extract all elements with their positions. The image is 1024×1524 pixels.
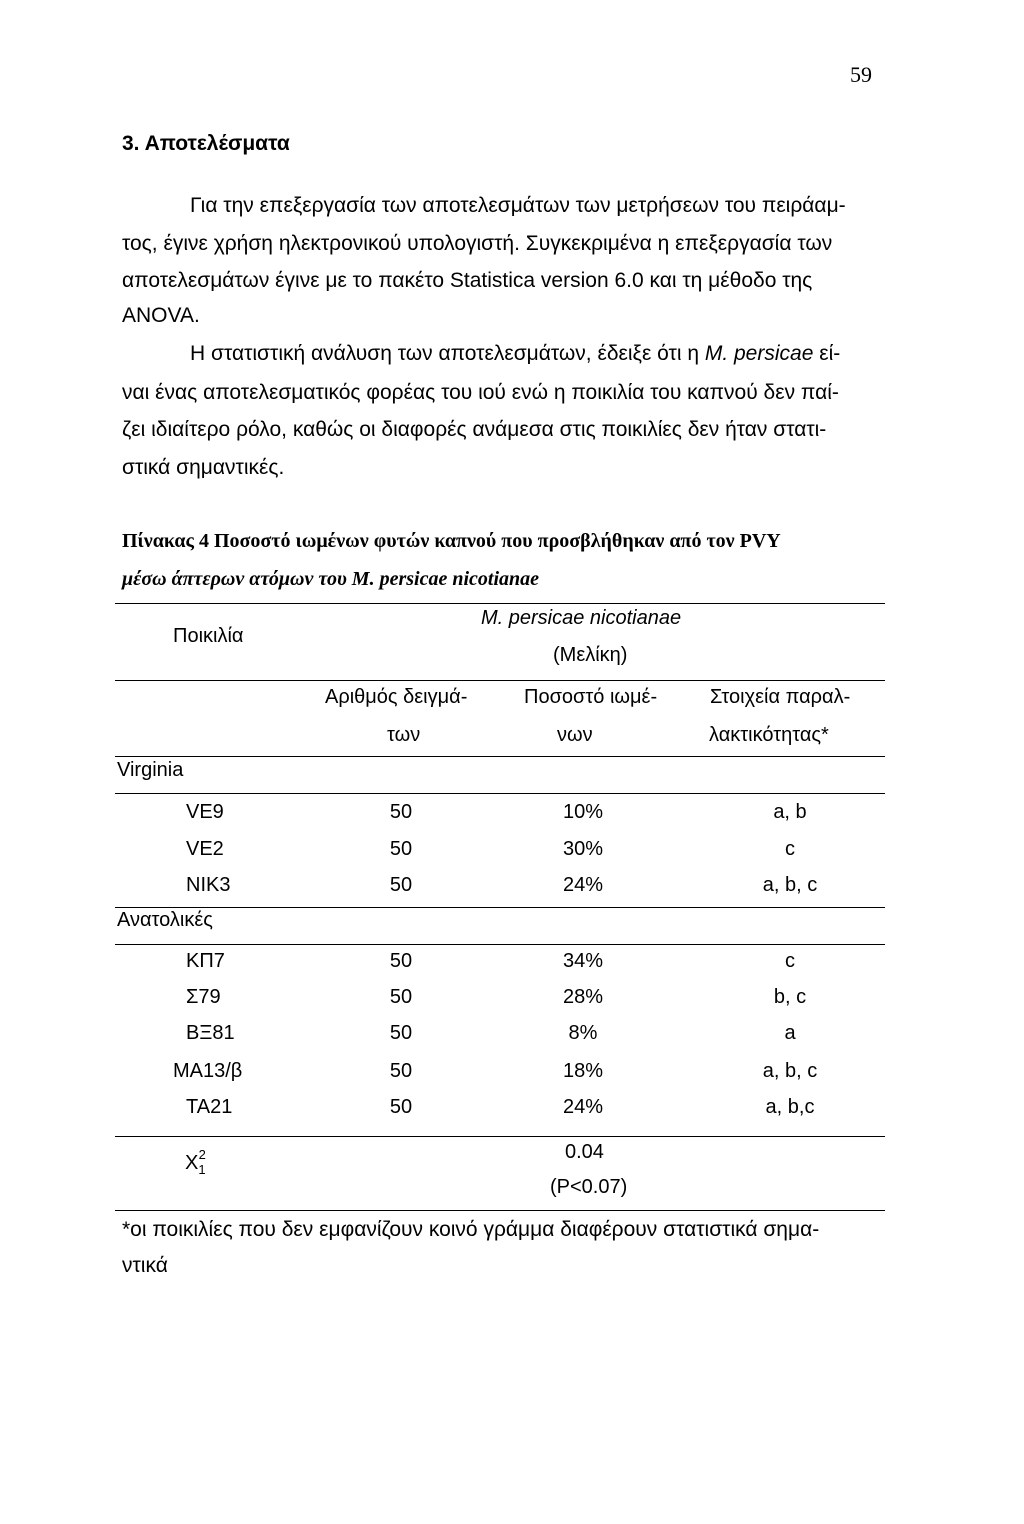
header-species: M. persicae nicotianae	[481, 607, 682, 629]
row-samples: 50	[389, 950, 413, 972]
row-variety: ΒΞ81	[186, 1022, 235, 1044]
row-letters: c	[785, 838, 795, 860]
row-samples: 50	[389, 874, 413, 896]
chi-square-value: 0.04	[565, 1141, 604, 1163]
header-significance-2: λακτικότητας*	[709, 724, 829, 746]
table-bottom-rule	[115, 1210, 885, 1211]
row-percent: 34%	[562, 950, 604, 972]
row-samples: 50	[389, 986, 413, 1008]
table-rule	[115, 944, 885, 945]
page-number: 59	[850, 62, 872, 87]
row-letters: a, b, c	[762, 874, 818, 896]
paragraph1-line1: Για την επεξεργασία των αποτελεσμάτων των μετρήσεων του πειράαμ-	[190, 194, 846, 217]
row-variety: ΜΑ13/β	[173, 1060, 243, 1082]
table-caption-species: M. persicae nicotianae	[351, 568, 540, 590]
group-label: Virginia	[117, 759, 184, 781]
table-header-rule	[115, 680, 885, 681]
row-percent: 24%	[562, 874, 604, 896]
row-percent: 30%	[562, 838, 604, 860]
row-percent: 8%	[568, 1022, 598, 1044]
row-letters: c	[785, 950, 795, 972]
header-percent-2: νων	[557, 724, 593, 746]
row-samples: 50	[389, 1060, 413, 1082]
header-samples-1: Αριθμός δειγμά-	[325, 686, 468, 708]
paragraph1-line2: τος, έγινε χρήση ηλεκτρονικού υπολογιστή. Συγκεκριμένα η επεξεργασία των	[122, 232, 833, 255]
row-letters: a, b,c	[765, 1096, 815, 1118]
row-variety: NIK3	[186, 874, 231, 896]
chi-square-label	[185, 1147, 206, 1177]
footnote-line1: *οι ποικιλίες που δεν εμφανίζουν κοινό γράμμα διαφέρουν στατιστικά σημα-	[122, 1218, 820, 1241]
header-percent-1: Ποσοστό ιωμέ-	[524, 686, 658, 708]
header-common-name: (Μελίκη)	[553, 644, 628, 666]
table-caption-line2	[122, 568, 539, 591]
paragraph2-line2: ναι ένας αποτελεσματικός φορέας του ιού ενώ η ποικιλία του καπνού δεν παί-	[122, 381, 839, 404]
table-rule	[115, 793, 885, 794]
table-top-rule	[115, 603, 885, 604]
table-rule	[115, 756, 885, 757]
row-percent: 28%	[562, 986, 604, 1008]
paragraph2-line1	[190, 342, 840, 366]
chi-square-p: (P<0.07)	[550, 1176, 628, 1198]
table-rule	[115, 1136, 885, 1137]
header-significance-1: Στοιχεία παραλ-	[710, 686, 851, 708]
row-samples: 50	[389, 1096, 413, 1118]
paragraph1-line4: ANOVA.	[122, 304, 200, 327]
table-caption-line1: Πίνακας 4 Ποσοστό ιωμένων φυτών καπνού που προσβλήθηκαν από τον PVY	[122, 530, 781, 552]
row-percent: 18%	[562, 1060, 604, 1082]
row-samples: 50	[389, 801, 413, 823]
header-variety: Ποικιλία	[173, 625, 244, 647]
row-variety: VE9	[186, 801, 224, 823]
row-variety: ΤΑ21	[186, 1096, 233, 1118]
row-variety: Σ79	[186, 986, 221, 1008]
paragraph2-line1-suffix: εί-	[819, 342, 841, 365]
section-heading: 3. Αποτελέσματα	[122, 132, 290, 155]
row-percent: 10%	[562, 801, 604, 823]
species-name: M. persicae	[704, 342, 814, 365]
paragraph2-line3: ζει ιδιαίτερο ρόλο, καθώς οι διαφορές ανάμεσα στις ποικιλίες δεν ήταν στατι-	[122, 418, 827, 441]
paragraph2-line4: στικά σημαντικές.	[122, 456, 285, 479]
header-samples-2: των	[387, 724, 421, 746]
row-letters: b, c	[773, 986, 807, 1008]
group-label: Ανατολικές	[117, 909, 213, 931]
table-caption-line2-prefix: μέσω άπτερων ατόμων του	[122, 568, 347, 590]
row-percent: 24%	[562, 1096, 604, 1118]
chi-symbol: Χ	[185, 1152, 199, 1174]
row-letters: a, b, c	[762, 1060, 818, 1082]
chi-subscript: 1	[198, 1162, 206, 1177]
table-rule	[115, 907, 885, 908]
row-samples: 50	[389, 838, 413, 860]
paragraph1-line3: αποτελεσμάτων έγινε με το πακέτο Statistica version 6.0 και τη μέθοδο της	[122, 269, 813, 292]
row-variety: VE2	[186, 838, 224, 860]
footnote-line2: ντικά	[122, 1254, 168, 1277]
row-samples: 50	[389, 1022, 413, 1044]
paragraph2-line1-prefix: Η στατιστική ανάλυση των αποτελεσμάτων, έδειξε ότι η	[190, 342, 699, 365]
row-letters: a	[784, 1022, 796, 1044]
row-variety: ΚΠ7	[186, 950, 225, 972]
row-letters: a, b	[773, 801, 807, 823]
chi-superscript: 2	[198, 1147, 206, 1162]
